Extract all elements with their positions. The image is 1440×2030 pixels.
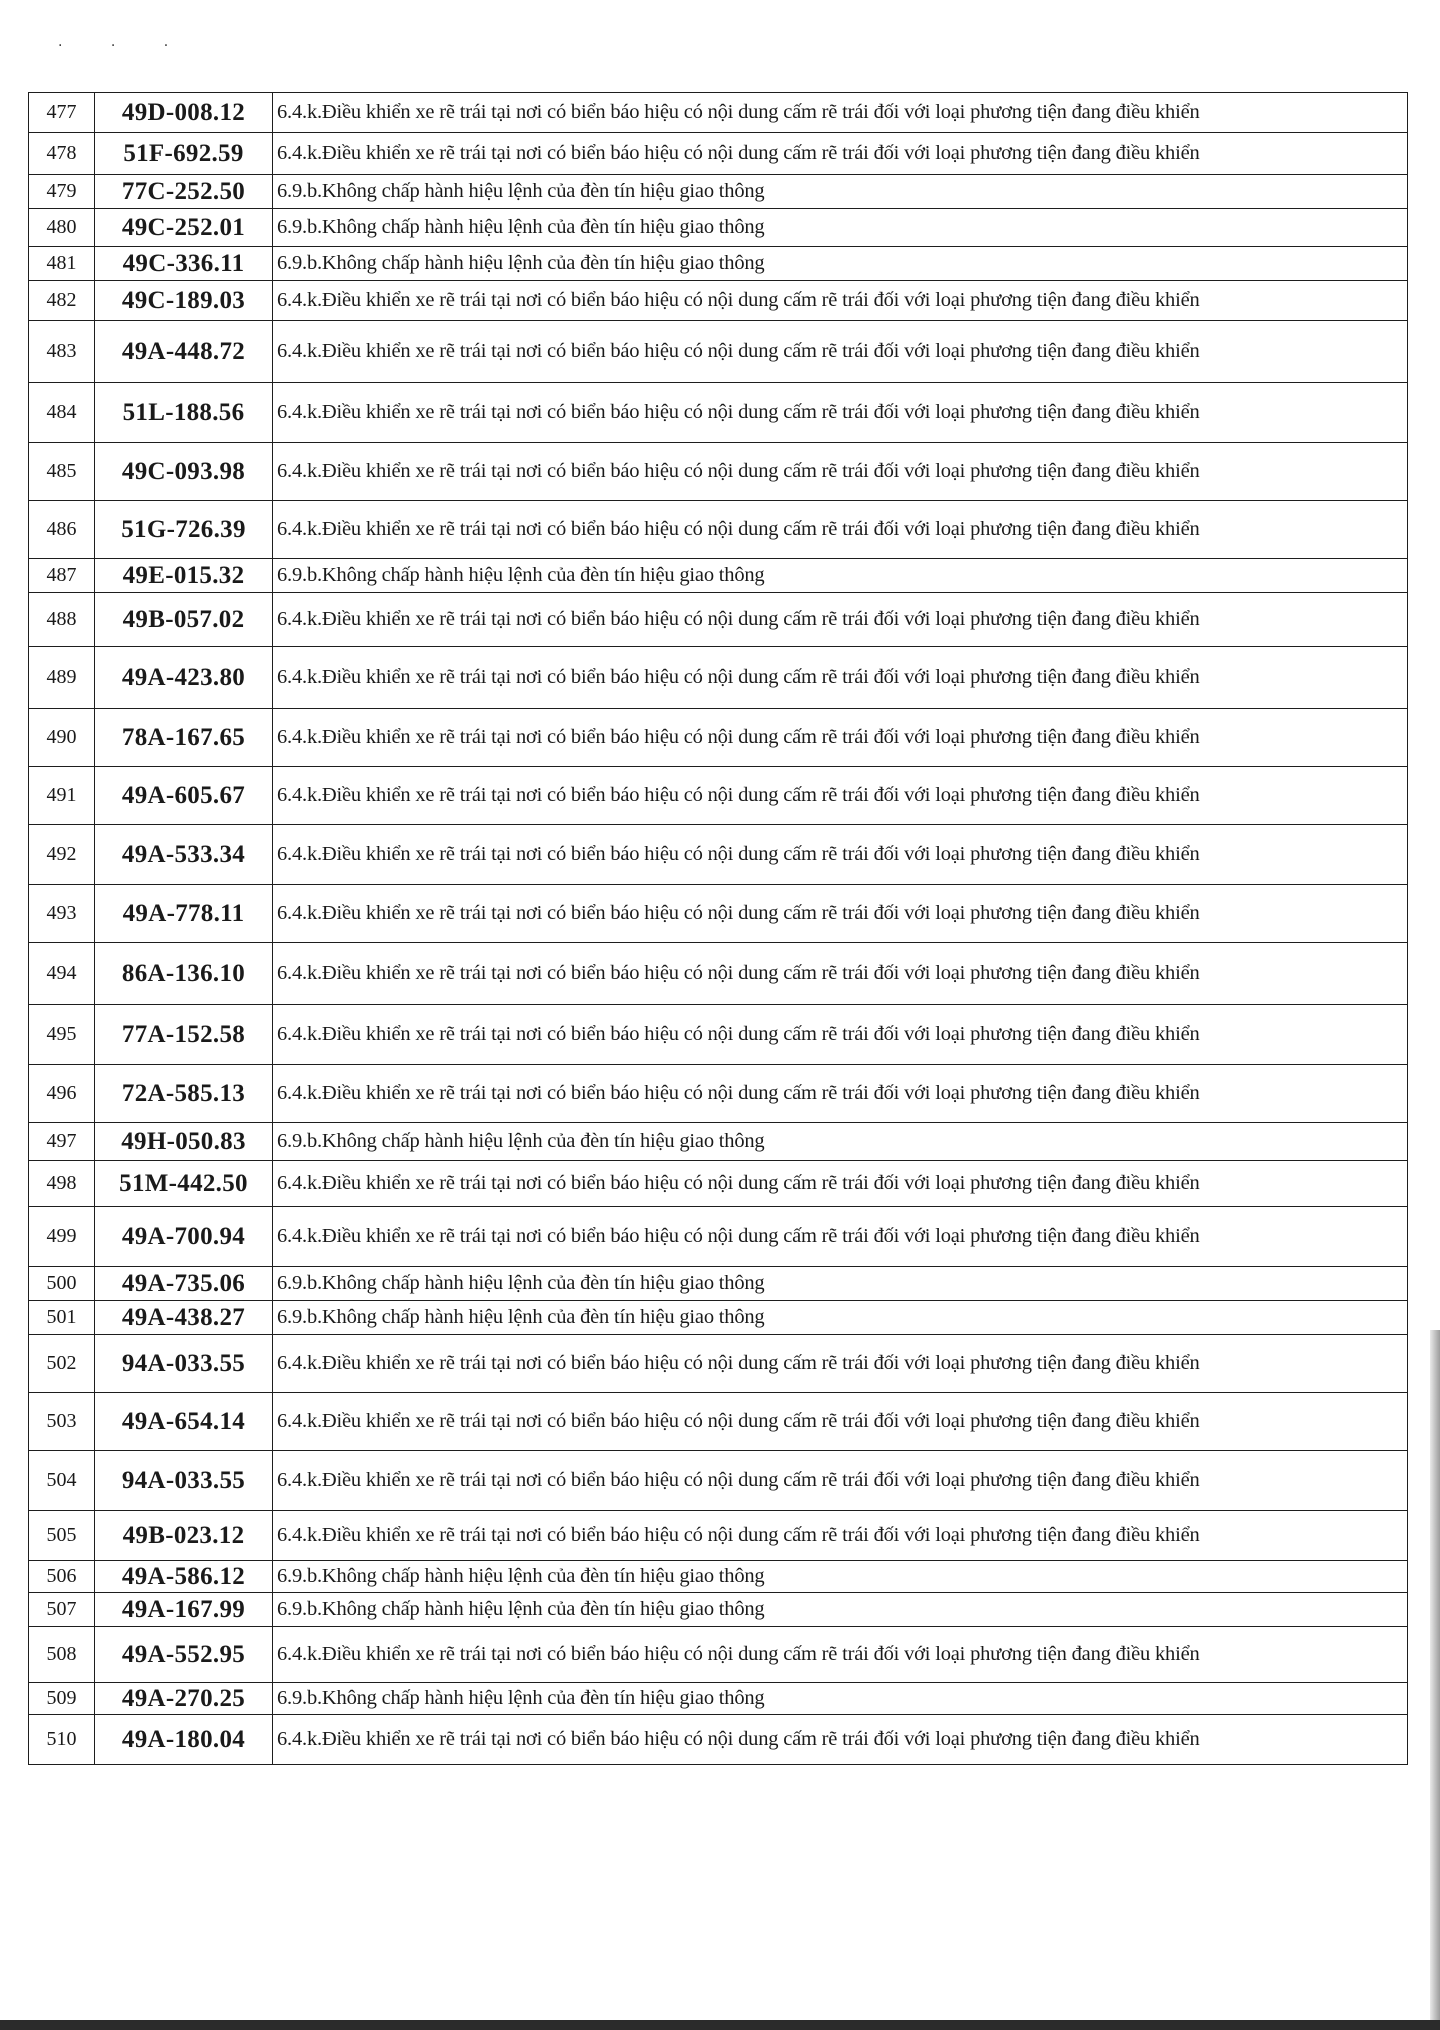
license-plate: 51M-442.50 bbox=[95, 1161, 273, 1207]
table-row bbox=[29, 1065, 1408, 1123]
violation-description: 6.9.b.Không chấp hành hiệu lệnh của đèn tín hiệu giao thông bbox=[273, 1301, 1408, 1335]
table-row bbox=[29, 1005, 1408, 1065]
table-row bbox=[29, 1301, 1408, 1335]
row-number: 479 bbox=[29, 175, 95, 209]
license-plate: 49A-586.12 bbox=[95, 1561, 273, 1593]
row-number: 498 bbox=[29, 1161, 95, 1207]
license-plate: 49A-180.04 bbox=[95, 1715, 273, 1765]
violation-description: 6.9.b.Không chấp hành hiệu lệnh của đèn tín hiệu giao thông bbox=[273, 1561, 1408, 1593]
row-number: 483 bbox=[29, 321, 95, 383]
violation-description: 6.4.k.Điều khiển xe rẽ trái tại nơi có biển báo hiệu có nội dung cấm rẽ trái đối với loại phương tiện đang điều khiển bbox=[273, 943, 1408, 1005]
row-number: 499 bbox=[29, 1207, 95, 1267]
license-plate: 49C-252.01 bbox=[95, 209, 273, 247]
license-plate: 51L-188.56 bbox=[95, 383, 273, 443]
table-row bbox=[29, 1451, 1408, 1511]
violation-description: 6.4.k.Điều khiển xe rẽ trái tại nơi có biển báo hiệu có nội dung cấm rẽ trái đối với loại phương tiện đang điều khiển bbox=[273, 1005, 1408, 1065]
violation-description: 6.4.k.Điều khiển xe rẽ trái tại nơi có biển báo hiệu có nội dung cấm rẽ trái đối với loại phương tiện đang điều khiển bbox=[273, 321, 1408, 383]
license-plate: 49D-008.12 bbox=[95, 93, 273, 133]
license-plate: 49A-778.11 bbox=[95, 885, 273, 943]
license-plate: 49A-700.94 bbox=[95, 1207, 273, 1267]
license-plate: 77C-252.50 bbox=[95, 175, 273, 209]
table-row bbox=[29, 1161, 1408, 1207]
table-row bbox=[29, 1715, 1408, 1765]
row-number: 509 bbox=[29, 1683, 95, 1715]
license-plate: 77A-152.58 bbox=[95, 1005, 273, 1065]
row-number: 480 bbox=[29, 209, 95, 247]
violation-description: 6.9.b.Không chấp hành hiệu lệnh của đèn tín hiệu giao thông bbox=[273, 1123, 1408, 1161]
table-row bbox=[29, 501, 1408, 559]
license-plate: 49C-189.03 bbox=[95, 281, 273, 321]
violation-description: 6.4.k.Điều khiển xe rẽ trái tại nơi có biển báo hiệu có nội dung cấm rẽ trái đối với loại phương tiện đang điều khiển bbox=[273, 1511, 1408, 1561]
row-number: 503 bbox=[29, 1393, 95, 1451]
row-number: 478 bbox=[29, 133, 95, 175]
violation-description: 6.4.k.Điều khiển xe rẽ trái tại nơi có biển báo hiệu có nội dung cấm rẽ trái đối với loại phương tiện đang điều khiển bbox=[273, 281, 1408, 321]
table-row bbox=[29, 885, 1408, 943]
license-plate: 49H-050.83 bbox=[95, 1123, 273, 1161]
license-plate: 51G-726.39 bbox=[95, 501, 273, 559]
table-row bbox=[29, 943, 1408, 1005]
row-number: 502 bbox=[29, 1335, 95, 1393]
violation-description: 6.4.k.Điều khiển xe rẽ trái tại nơi có biển báo hiệu có nội dung cấm rẽ trái đối với loại phương tiện đang điều khiển bbox=[273, 1335, 1408, 1393]
table-row bbox=[29, 247, 1408, 281]
row-number: 482 bbox=[29, 281, 95, 321]
scan-bottom-edge bbox=[0, 2020, 1440, 2030]
license-plate: 49A-270.25 bbox=[95, 1683, 273, 1715]
row-number: 488 bbox=[29, 593, 95, 647]
license-plate: 49A-735.06 bbox=[95, 1267, 273, 1301]
row-number: 506 bbox=[29, 1561, 95, 1593]
violation-description: 6.9.b.Không chấp hành hiệu lệnh của đèn tín hiệu giao thông bbox=[273, 559, 1408, 593]
license-plate: 49A-552.95 bbox=[95, 1627, 273, 1683]
table-row bbox=[29, 1267, 1408, 1301]
row-number: 491 bbox=[29, 767, 95, 825]
license-plate: 49E-015.32 bbox=[95, 559, 273, 593]
violation-description: 6.4.k.Điều khiển xe rẽ trái tại nơi có biển báo hiệu có nội dung cấm rẽ trái đối với loại phương tiện đang điều khiển bbox=[273, 709, 1408, 767]
violation-description: 6.4.k.Điều khiển xe rẽ trái tại nơi có biển báo hiệu có nội dung cấm rẽ trái đối với loại phương tiện đang điều khiển bbox=[273, 825, 1408, 885]
license-plate: 49A-448.72 bbox=[95, 321, 273, 383]
row-number: 477 bbox=[29, 93, 95, 133]
table-row bbox=[29, 209, 1408, 247]
violation-description: 6.9.b.Không chấp hành hiệu lệnh của đèn tín hiệu giao thông bbox=[273, 1683, 1408, 1715]
table-row bbox=[29, 383, 1408, 443]
row-number: 494 bbox=[29, 943, 95, 1005]
license-plate: 49A-438.27 bbox=[95, 1301, 273, 1335]
license-plate: 49C-093.98 bbox=[95, 443, 273, 501]
violation-description: 6.9.b.Không chấp hành hiệu lệnh của đèn tín hiệu giao thông bbox=[273, 1593, 1408, 1627]
license-plate: 72A-585.13 bbox=[95, 1065, 273, 1123]
row-number: 489 bbox=[29, 647, 95, 709]
row-number: 493 bbox=[29, 885, 95, 943]
row-number: 508 bbox=[29, 1627, 95, 1683]
table-row bbox=[29, 443, 1408, 501]
table-row bbox=[29, 1393, 1408, 1451]
violation-table bbox=[28, 92, 1408, 1765]
scan-edge-shadow bbox=[1430, 1330, 1440, 2030]
row-number: 504 bbox=[29, 1451, 95, 1511]
table-row bbox=[29, 281, 1408, 321]
row-number: 501 bbox=[29, 1301, 95, 1335]
violation-description: 6.4.k.Điều khiển xe rẽ trái tại nơi có biển báo hiệu có nội dung cấm rẽ trái đối với loại phương tiện đang điều khiển bbox=[273, 1065, 1408, 1123]
license-plate: 49A-167.99 bbox=[95, 1593, 273, 1627]
row-number: 497 bbox=[29, 1123, 95, 1161]
row-number: 492 bbox=[29, 825, 95, 885]
row-number: 485 bbox=[29, 443, 95, 501]
violation-description: 6.9.b.Không chấp hành hiệu lệnh của đèn tín hiệu giao thông bbox=[273, 175, 1408, 209]
violation-description: 6.4.k.Điều khiển xe rẽ trái tại nơi có biển báo hiệu có nội dung cấm rẽ trái đối với loại phương tiện đang điều khiển bbox=[273, 443, 1408, 501]
table-row bbox=[29, 647, 1408, 709]
license-plate: 49A-423.80 bbox=[95, 647, 273, 709]
row-number: 510 bbox=[29, 1715, 95, 1765]
violation-description: 6.4.k.Điều khiển xe rẽ trái tại nơi có biển báo hiệu có nội dung cấm rẽ trái đối với loại phương tiện đang điều khiển bbox=[273, 593, 1408, 647]
violation-description: 6.9.b.Không chấp hành hiệu lệnh của đèn tín hiệu giao thông bbox=[273, 1267, 1408, 1301]
table-row bbox=[29, 593, 1408, 647]
violation-description: 6.4.k.Điều khiển xe rẽ trái tại nơi có biển báo hiệu có nội dung cấm rẽ trái đối với loại phương tiện đang điều khiển bbox=[273, 383, 1408, 443]
license-plate: 49A-605.67 bbox=[95, 767, 273, 825]
license-plate: 86A-136.10 bbox=[95, 943, 273, 1005]
violation-description: 6.4.k.Điều khiển xe rẽ trái tại nơi có biển báo hiệu có nội dung cấm rẽ trái đối với loại phương tiện đang điều khiển bbox=[273, 1207, 1408, 1267]
table-row bbox=[29, 1511, 1408, 1561]
license-plate: 51F-692.59 bbox=[95, 133, 273, 175]
table-row bbox=[29, 133, 1408, 175]
row-number: 481 bbox=[29, 247, 95, 281]
violation-description: 6.4.k.Điều khiển xe rẽ trái tại nơi có biển báo hiệu có nội dung cấm rẽ trái đối với loại phương tiện đang điều khiển bbox=[273, 885, 1408, 943]
violation-description: 6.4.k.Điều khiển xe rẽ trái tại nơi có biển báo hiệu có nội dung cấm rẽ trái đối với loại phương tiện đang điều khiển bbox=[273, 93, 1408, 133]
table-row bbox=[29, 709, 1408, 767]
violation-description: 6.4.k.Điều khiển xe rẽ trái tại nơi có biển báo hiệu có nội dung cấm rẽ trái đối với loại phương tiện đang điều khiển bbox=[273, 501, 1408, 559]
table-row bbox=[29, 1593, 1408, 1627]
violation-description: 6.9.b.Không chấp hành hiệu lệnh của đèn tín hiệu giao thông bbox=[273, 209, 1408, 247]
row-number: 496 bbox=[29, 1065, 95, 1123]
violation-description: 6.4.k.Điều khiển xe rẽ trái tại nơi có biển báo hiệu có nội dung cấm rẽ trái đối với loại phương tiện đang điều khiển bbox=[273, 133, 1408, 175]
table-row bbox=[29, 1207, 1408, 1267]
license-plate: 94A-033.55 bbox=[95, 1451, 273, 1511]
violation-description: 6.4.k.Điều khiển xe rẽ trái tại nơi có biển báo hiệu có nội dung cấm rẽ trái đối với loại phương tiện đang điều khiển bbox=[273, 1393, 1408, 1451]
row-number: 505 bbox=[29, 1511, 95, 1561]
violation-description: 6.4.k.Điều khiển xe rẽ trái tại nơi có biển báo hiệu có nội dung cấm rẽ trái đối với loại phương tiện đang điều khiển bbox=[273, 1715, 1408, 1765]
table-row bbox=[29, 1123, 1408, 1161]
license-plate: 49C-336.11 bbox=[95, 247, 273, 281]
violation-table-body bbox=[29, 93, 1408, 1765]
violation-description: 6.4.k.Điều khiển xe rẽ trái tại nơi có biển báo hiệu có nội dung cấm rẽ trái đối với loại phương tiện đang điều khiển bbox=[273, 647, 1408, 709]
row-number: 490 bbox=[29, 709, 95, 767]
table-row bbox=[29, 1335, 1408, 1393]
row-number: 487 bbox=[29, 559, 95, 593]
row-number: 500 bbox=[29, 1267, 95, 1301]
table-row bbox=[29, 559, 1408, 593]
table-row bbox=[29, 1561, 1408, 1593]
license-plate: 94A-033.55 bbox=[95, 1335, 273, 1393]
row-number: 484 bbox=[29, 383, 95, 443]
violation-description: 6.4.k.Điều khiển xe rẽ trái tại nơi có biển báo hiệu có nội dung cấm rẽ trái đối với loại phương tiện đang điều khiển bbox=[273, 1451, 1408, 1511]
license-plate: 49B-023.12 bbox=[95, 1511, 273, 1561]
scan-marks: . . . bbox=[58, 34, 191, 50]
row-number: 507 bbox=[29, 1593, 95, 1627]
table-row bbox=[29, 93, 1408, 133]
license-plate: 49B-057.02 bbox=[95, 593, 273, 647]
table-row bbox=[29, 825, 1408, 885]
violation-description: 6.4.k.Điều khiển xe rẽ trái tại nơi có biển báo hiệu có nội dung cấm rẽ trái đối với loại phương tiện đang điều khiển bbox=[273, 767, 1408, 825]
table-row bbox=[29, 1627, 1408, 1683]
row-number: 486 bbox=[29, 501, 95, 559]
row-number: 495 bbox=[29, 1005, 95, 1065]
violation-description: 6.9.b.Không chấp hành hiệu lệnh của đèn tín hiệu giao thông bbox=[273, 247, 1408, 281]
violation-description: 6.4.k.Điều khiển xe rẽ trái tại nơi có biển báo hiệu có nội dung cấm rẽ trái đối với loại phương tiện đang điều khiển bbox=[273, 1627, 1408, 1683]
license-plate: 78A-167.65 bbox=[95, 709, 273, 767]
table-row bbox=[29, 767, 1408, 825]
table-row bbox=[29, 321, 1408, 383]
table-row bbox=[29, 1683, 1408, 1715]
table-row bbox=[29, 175, 1408, 209]
license-plate: 49A-654.14 bbox=[95, 1393, 273, 1451]
license-plate: 49A-533.34 bbox=[95, 825, 273, 885]
violation-description: 6.4.k.Điều khiển xe rẽ trái tại nơi có biển báo hiệu có nội dung cấm rẽ trái đối với loại phương tiện đang điều khiển bbox=[273, 1161, 1408, 1207]
